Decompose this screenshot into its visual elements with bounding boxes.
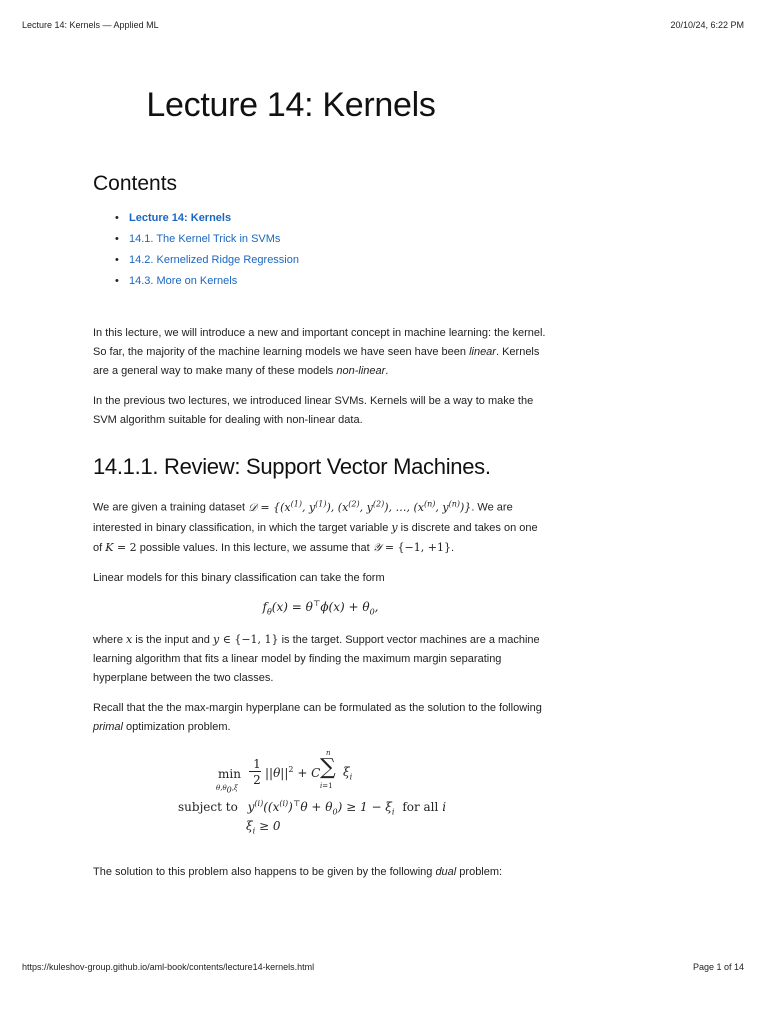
section-paragraph-5: The solution to this problem also happens to be given by the following dual problem: [93,866,503,879]
print-footer-url: https://kuleshov-group.github.io/aml-book/contents/lecture14-kernels.html [22,962,315,972]
print-header-title: Lecture 14: Kernels — Applied ML [22,20,159,30]
toc-link-lecture-14[interactable]: Lecture 14: Kernels [129,212,232,224]
toc-item [115,254,548,267]
toc-item [115,233,548,246]
intro-paragraph-1: In this lecture, we will introduce a new and important concept in machine learning: the kernel. So far, the majority of the machine learning models we have seen have been linear. Kernels are a general way to make many of these models non-linear. [93,327,546,377]
section-paragraph-1: We are given a training dataset 𝒟 = {($x^{(1)}$, $y^{(1)}$), ($x^{(2)}$, $y^{(2)}$), …, ($x^{(n)}$, $y^{(n)}$)}. We are interested in binary classification, in which the target variable y is discrete and takes on one of K = 2 possible values. In this lecture, we assume that 𝒴 = {−1, +1}. [93,499,538,554]
intro-paragraph-2: In the previous two lectures, we introduced linear SVMs. Kernels will be a way to make the SVM algorithm suitable for dealing with non-linear data. [93,395,534,426]
toc-link-14-3[interactable]: 14.3. More on Kernels [129,275,238,287]
section-heading: 14.1.1. Review: Support Vector Machines. [93,454,491,479]
page-title: Lecture 14: Kernels [146,86,436,124]
article-body [93,172,548,893]
math-primal-problem: min $\theta,\theta_0,\xi$ 1 2 $||\theta||^2 + C$ n ∑ i=1 $\xi_i$ subject to $y^{(i)}((x^{(i)})^⊤\theta + \theta_0) \ge 1 - \xi_i$ for all i $\xi_i \ge 0$ [178,749,447,836]
section-paragraph-4: Recall that the the max-margin hyperplane can be formulated as the solution to the following primal optimization problem. [93,702,542,734]
print-header-datetime: 20/10/24, 6:22 PM [670,20,744,30]
print-header [22,20,744,30]
math-linear-model: $f_\theta(x) = \theta^⊤\phi(x) + \theta_0$, [262,598,379,617]
print-footer-page-number: Page 1 of 14 [692,962,744,972]
toc-link-14-2[interactable]: 14.2. Kernelized Ridge Regression [129,254,299,266]
section-paragraph-3: where x is the input and y ∈ {−1, 1} is the target. Support vector machines are a machine learning algorithm that fits a linear model by finding the maximum margin separating hyperplane between the two classes. [93,633,540,685]
toc-item [115,275,548,288]
contents-heading: Contents [93,172,178,195]
toc-item [115,212,548,225]
section-paragraph-2: Linear models for this binary classification can take the form [93,571,385,584]
math-dataset: 𝒟 = {($x^{(1)}$, $y^{(1)}$), ($x^{(2)}$, $y^{(2)}$), …, ($x^{(n)}$, $y^{(n)}$)} [248,499,472,514]
table-of-contents [115,212,548,288]
toc-link-14-1[interactable]: 14.1. The Kernel Trick in SVMs [129,233,281,245]
print-footer [22,962,744,972]
